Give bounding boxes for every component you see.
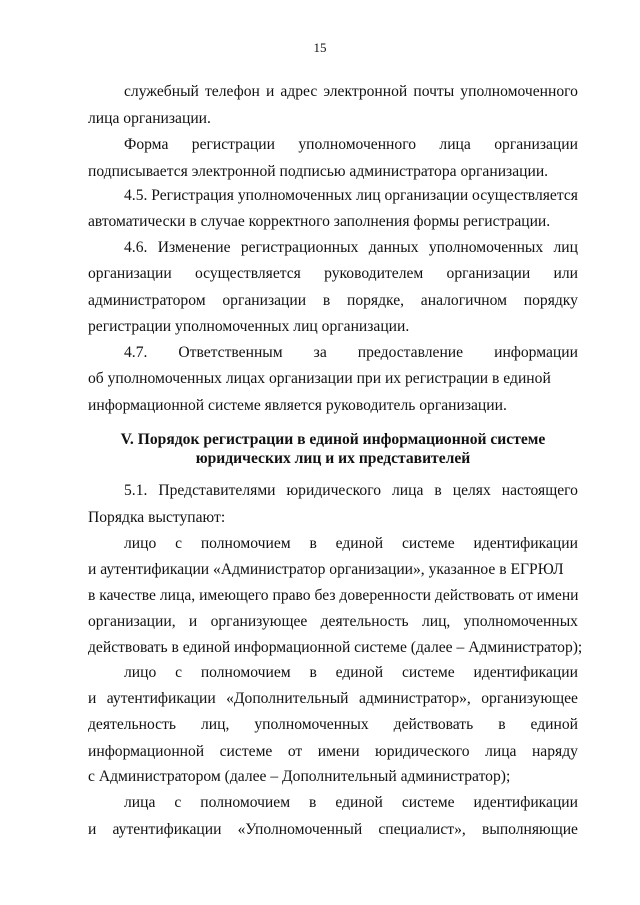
word: единой (335, 535, 384, 552)
text-line (124, 135, 578, 155)
word: идентификации (473, 535, 578, 552)
word: с (175, 535, 183, 552)
word: организации (222, 292, 307, 309)
word: с (174, 794, 182, 811)
text-line: и аутентификации «Администратор организации», указанное в ЕГРЮЛ (88, 561, 564, 578)
word: системе (401, 535, 455, 552)
word: организации (88, 265, 172, 282)
word: лицо (124, 535, 157, 552)
word: электронной (323, 83, 408, 100)
word: Ответственным (178, 344, 283, 361)
word: служебный (124, 83, 199, 100)
word: регистрации (191, 136, 275, 153)
word: лица (439, 136, 471, 153)
word: от (287, 743, 303, 760)
word: администратор», (358, 690, 471, 707)
word: «Дополнительный (226, 690, 349, 707)
word: почты (413, 83, 455, 100)
word: в (434, 482, 442, 499)
word: адрес (280, 83, 318, 100)
word: порядку (523, 292, 578, 309)
word: имени (317, 743, 360, 760)
word: деятельность (320, 613, 409, 630)
word: в (322, 292, 331, 309)
word: организующее (481, 690, 578, 707)
word: единой (335, 794, 383, 811)
word: осуществляется (194, 265, 301, 282)
word: юридического (375, 743, 470, 760)
word: Представителями (158, 482, 276, 499)
word: информационной (88, 743, 205, 760)
word: целях (452, 482, 491, 499)
word: идентификации (473, 664, 578, 681)
word: идентификации (473, 794, 578, 811)
word: информации (494, 344, 578, 361)
word: аналогичном (420, 292, 507, 309)
word: уполномоченного (460, 83, 578, 100)
word: деятельность (88, 716, 177, 733)
text-line: Порядка выступают: (88, 509, 226, 526)
word: организации, (88, 613, 176, 630)
word: лица (485, 743, 517, 760)
section-heading-line-2: юридических лиц и их представителей (195, 450, 471, 467)
word: в (498, 716, 506, 733)
word: уполномоченных (254, 716, 369, 733)
word: 4.7. (124, 344, 148, 361)
word: администратором (88, 292, 206, 309)
word: полномочием (200, 535, 291, 552)
word: предоставление (357, 344, 464, 361)
word: системе (401, 664, 455, 681)
word: телефон (204, 83, 260, 100)
text-line: 4.5. Регистрация уполномоченных лиц организации осуществляется (124, 187, 578, 204)
word: системе (219, 743, 273, 760)
word: аутентификации (106, 690, 216, 707)
word: и (88, 690, 97, 707)
text-line (88, 264, 578, 284)
word: порядке, (346, 292, 405, 309)
text-line: регистрации уполномоченных лиц организации. (88, 318, 410, 335)
word: специалист», (378, 821, 466, 838)
word: настоящего (501, 482, 578, 499)
word: действовать (393, 716, 474, 733)
word: руководителем (324, 265, 424, 282)
text-line (124, 481, 578, 501)
word: организующее (210, 613, 308, 630)
word: и (265, 83, 275, 100)
word: Изменение (157, 239, 231, 256)
word: выполняющие (481, 821, 578, 838)
text-line (88, 820, 578, 840)
word: или (553, 265, 578, 282)
text-line: в качестве лица, имеющего право без доверенности действовать от имени (88, 587, 579, 604)
word: аутентификации (112, 821, 222, 838)
word: наряду (531, 743, 578, 760)
text-line (124, 82, 578, 102)
word: единой (335, 664, 384, 681)
word: Форма (124, 136, 169, 153)
text-line: автоматически в случае корректного заполнения формы регистрации. (88, 213, 551, 230)
word: в (309, 535, 317, 552)
word: лиц (553, 239, 578, 256)
word: и (88, 821, 97, 838)
text-line (124, 793, 578, 813)
word: за (313, 344, 327, 361)
word: организации (446, 265, 531, 282)
text-line: информационной системе является руководитель организации. (88, 397, 507, 414)
word: данных (368, 239, 419, 256)
word: «Уполномоченный (237, 821, 363, 838)
word: уполномоченных (428, 239, 544, 256)
word: в (309, 794, 317, 811)
word: и (188, 613, 198, 630)
word: лицо (124, 664, 157, 681)
word: уполномоченного (298, 136, 417, 153)
word: регистрационных (240, 239, 359, 256)
word: полномочием (200, 664, 291, 681)
word: лиц, (421, 613, 451, 630)
word: лиц, (201, 716, 230, 733)
word: уполномоченных (463, 613, 578, 630)
page-number: 15 (313, 40, 327, 55)
text-line (124, 343, 578, 363)
text-line (88, 612, 578, 632)
word: лица (124, 794, 156, 811)
word: лица (392, 482, 424, 499)
word: системе (401, 794, 455, 811)
word: единой (530, 716, 578, 733)
section-heading-line-1: V. Порядок регистрации в единой информационной системе (120, 431, 546, 448)
text-line: действовать в единой информационной системе (далее – Администратор); (88, 639, 583, 656)
word: полномочием (200, 794, 291, 811)
word: в (309, 664, 317, 681)
text-line (88, 689, 578, 709)
text-line (124, 238, 578, 258)
text-line (124, 534, 578, 554)
text-line: об уполномоченных лицах организации при их регистрации в единой (88, 370, 551, 387)
text-line (124, 663, 578, 683)
text-line (88, 742, 578, 762)
text-line (88, 715, 578, 735)
text-line: с Администратором (далее – Дополнительный администратор); (88, 768, 511, 785)
text-line: подписывается электронной подписью администратора организации. (88, 163, 549, 180)
word: 5.1. (124, 482, 148, 499)
text-line (88, 291, 578, 311)
word: организации (494, 136, 578, 153)
word: юридического (286, 482, 382, 499)
word: 4.6. (124, 239, 148, 256)
word: с (175, 664, 183, 681)
text-line: лица организации. (88, 110, 211, 127)
